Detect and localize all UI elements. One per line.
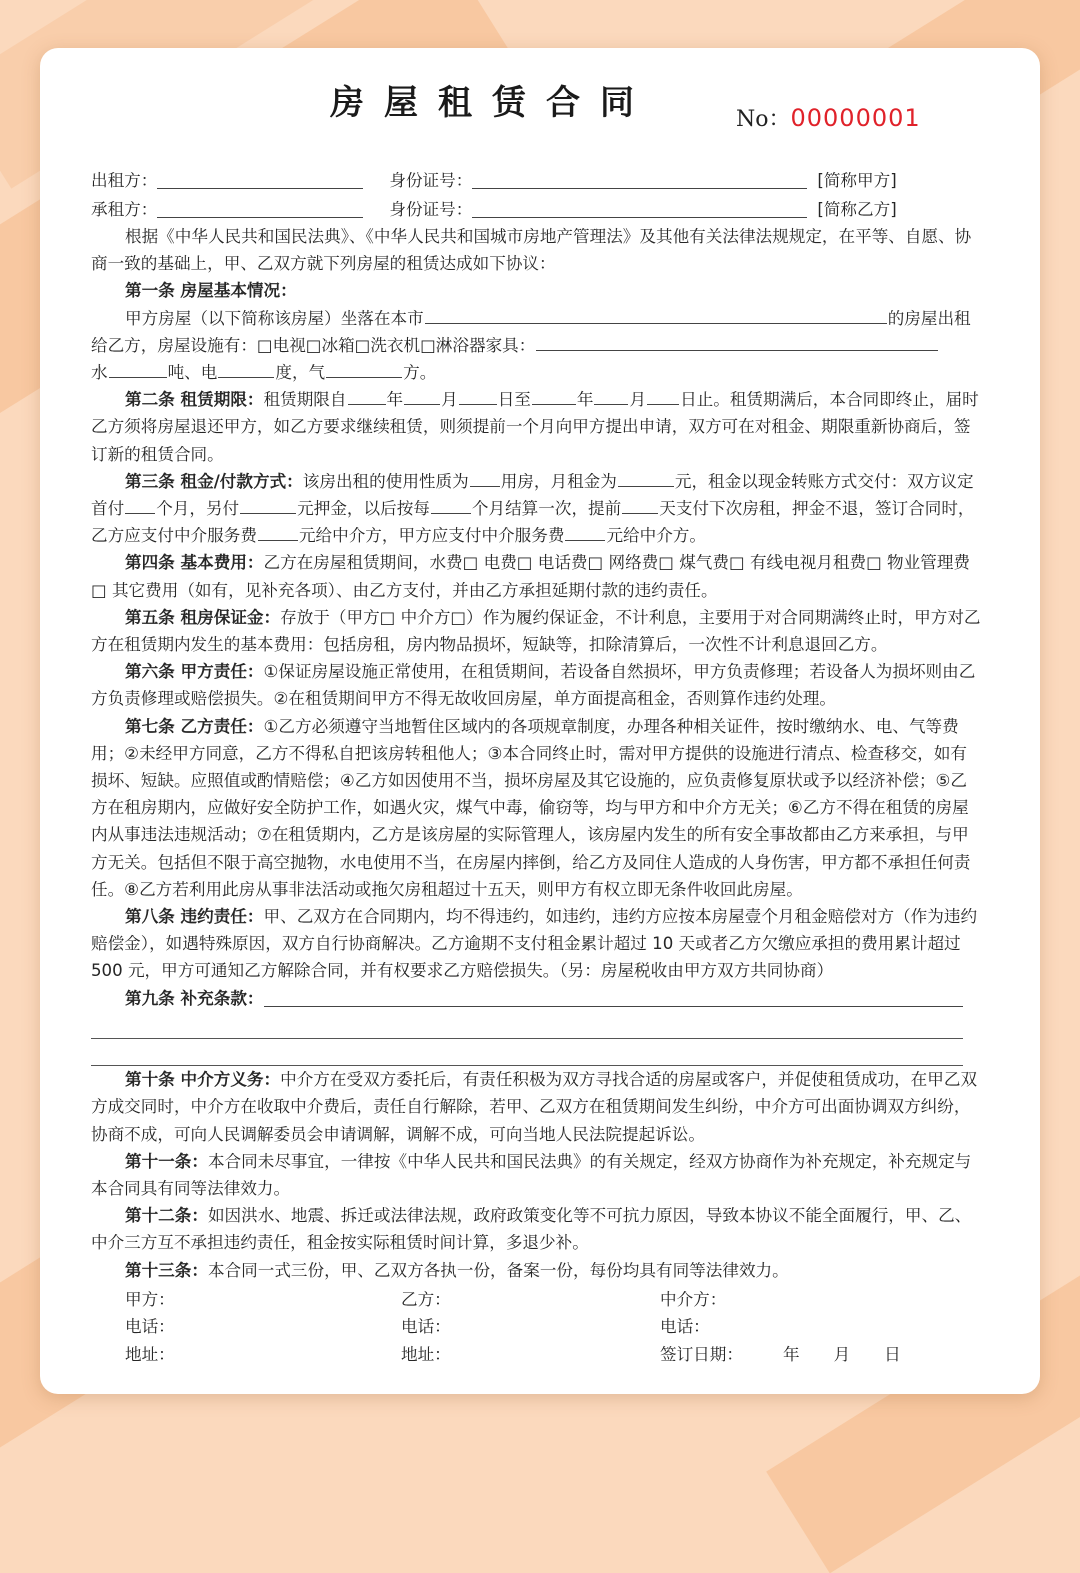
article-3-text: 个月，另付 [156,499,240,519]
party-a-address-label: 地址： [125,1345,175,1365]
article-3-text: 该房出租的使用性质为 [302,471,469,491]
signing-date [660,1341,981,1369]
article-11 [91,1148,981,1202]
article-13-title: 第十三条： [125,1260,208,1280]
article-10-text: 中介方在受双方委托后，有责任积极为双方寻找合适的房屋或客户，并促使租赁成功，在甲乙双方成交同时，中介方在收取中介费后，责任自行解除，若甲、乙双方在租赁期间发生纠纷，中介方可出面协调双方纠纷，协商不成，可向人民调解委员会申请调解，调解不成，可向当地人民法院提起诉讼。 [91,1070,978,1144]
deposit-field[interactable] [240,495,296,514]
signing-year: 年 [782,1345,800,1365]
signing-day: 日 [884,1345,901,1365]
article-3-text: 用房，月租金为 [500,471,617,491]
article-1-heading [91,277,981,304]
contract-body [91,165,981,1369]
article-5-text: 存放于（甲方□ 中介方□）作为履约保证金，不计利息，主要用于对合同期满终止时，甲方对乙方在租赁期内发生的基本费用：包括房租，房内物品损坏，短缺等，扣除清算后，一次性不计利息退回乙方。 [91,607,981,655]
article-2-text: 日至 [497,390,531,410]
article-9 [91,985,981,1012]
article-8-text: 甲、乙双方在合同期内，均不得违约，如违约，违约方应按本房屋壹个月租金赔偿对方（作为违约赔偿金），如遇特殊原因，双方自行协商解决。乙方逾期不支付租金累计超过 10 天或者乙方欠缴应承担的费用累计超过 500 元，甲方可通知乙方解除合同，并有权要求乙方赔偿损失。（另：房屋税收由甲方双方共同协商） [91,907,978,981]
furniture-field[interactable] [536,332,938,351]
agent-label: 中介方： [660,1289,727,1309]
party-a-phone-label: 电话： [125,1317,175,1337]
article-1-text: 的房屋出租给乙方，房屋设施有：□电视□冰箱□洗衣机□淋浴器家具： [91,308,971,355]
property-address-field[interactable] [425,305,887,324]
article-1-text: 吨、电 [167,363,218,383]
lessor-row [91,165,981,194]
signing-date-label: 签订日期： [660,1345,743,1365]
contract-number-value: 00000001 [790,104,921,132]
article-2-text: 年 [386,390,404,410]
article-1-title: 第一条 房屋基本情况： [125,281,297,301]
article-3-text: 元押金，以后按每 [297,499,430,519]
article-10 [91,1066,981,1148]
first-payment-months-field[interactable] [125,495,155,514]
monthly-rent-field[interactable] [618,468,674,487]
water-reading-field[interactable] [109,359,167,378]
article-1-text: 度，气 [275,363,326,383]
article-7-text: ①乙方必须遵守当地暂住区域内的各项规章制度，办理各种相关证件，按时缴纳水、电、气等费用；②未经甲方同意，乙方不得私自把该房转租他人；③本合同终止时，需对甲方提供的设施进行清点、检查移交，如有损坏、短缺。应照值或酌情赔偿；④乙方如因使用不当，损坏房屋及其它设施的，应负责修复原状或予以经济补偿；⑤乙方在租房期内，应做好安全防护工作，如遇火灾，煤气中毒，偷窃等，均与甲方和中介方无关；⑥乙方不得在租赁的房屋内从事违法违规活动；⑦在租赁期内，乙方是该房屋的实际管理人，该房屋内发生的所有安全事故都由乙方来承担，与甲方无关。包括但不限于高空抛物，水电使用不当，在房屋内摔倒，给乙方及同住人造成的人身伤害，甲方都不承担任何责任。⑧乙方若利用此房从事非法活动或拖欠房租超过十五天，则甲方有权立即无条件收回此房屋。 [91,716,971,899]
article-2-text: 日止。租赁期满后，本合同即终止，届时乙方须将房屋退还甲方，如乙方要求继续租赁，则须提前一个月向甲方提出申请，双方可在对租金、期限重新协商后，签订新的租赁合同。 [91,390,979,464]
article-3-title: 第三条 租金/付款方式： [125,471,303,491]
lessor-label: 出租方： [91,170,158,190]
supplementary-terms-line[interactable] [91,1012,963,1039]
article-6-title: 第六条 甲方责任： [125,662,264,682]
article-1-text: 水 [91,363,108,383]
signature-block [91,1286,981,1369]
start-year-field[interactable] [348,386,386,405]
article-1-text: 甲方房屋（以下简称该房屋）坐落在本市 [125,308,424,328]
intro-paragraph: 根据《中华人民共和国民法典》、《中华人民共和国城市房地产管理法》及其他有关法律法规规定，在平等、自愿、协商一致的基础上，甲、乙双方就下列房屋的租赁达成如下协议： [91,227,972,274]
article-1-body [91,305,981,387]
electricity-reading-field[interactable] [218,359,274,378]
end-day-field[interactable] [647,386,679,405]
article-7 [91,713,981,903]
article-11-title: 第十一条： [125,1151,208,1171]
settlement-months-field[interactable] [431,495,471,514]
article-13-text: 本合同一式三份，甲、乙双方各执一份，备案一份，每份均具有同等法律效力。 [207,1260,789,1280]
contract-title: 房屋租赁合同 [330,83,654,123]
article-2-text: 月 [629,390,647,410]
article-2 [91,386,981,468]
article-2-title: 第二条 租赁期限： [125,390,264,410]
party-a-label: 甲方： [125,1289,175,1309]
lessee-agent-fee-field[interactable] [258,522,298,541]
start-day-field[interactable] [459,386,497,405]
article-4 [91,549,981,603]
party-b-address-label: 地址： [401,1345,451,1365]
advance-days-field[interactable] [622,495,658,514]
lessee-alias: [简称乙方] [817,199,897,219]
lessor-alias: [简称甲方] [817,170,897,190]
article-11-text: 本合同未尽事宜，一律按《中华人民共和国民法典》的有关规定，经双方协商作为补充规定，补充规定与本合同具有同等法律效力。 [91,1151,972,1199]
article-12 [91,1202,981,1256]
end-month-field[interactable] [594,386,628,405]
article-9-title: 第九条 补充条款： [125,988,264,1008]
article-3-text: 元，租金以现金转账方式交付：双方议定首付 [91,471,974,519]
article-4-text: 乙方在房屋租赁期间，水费□ 电费□ 电话费□ 网络费□ 煤气费□ 有线电视月租费□ 物业管理费□ 其它费用（如有，见补充各项）、由乙方支付，并由乙方承担延期付款的违约责任。 [91,553,971,600]
end-year-field[interactable] [532,386,576,405]
agent-phone-label: 电话： [660,1317,710,1337]
article-2-text: 月 [441,390,458,410]
signing-month: 月 [833,1345,851,1365]
article-13 [91,1257,981,1284]
party-b-label: 乙方： [401,1289,451,1309]
start-month-field[interactable] [404,386,440,405]
article-12-text: 如因洪水、地震、拆迁或法律法规，政府政策变化等不可抗力原因，导致本协议不能全面履行，甲、乙、中介三方互不承担违约责任，租金按实际租赁时间计算，多退少补。 [91,1206,972,1253]
contract-number-label: No： [736,107,791,132]
article-7-title: 第七条 乙方责任： [125,716,264,736]
article-2-text: 租赁期限自 [263,390,347,410]
article-3-text: 个月结算一次，提前 [471,499,622,519]
article-10-title: 第十条 中介方义务： [125,1070,281,1090]
article-3-text: 元给中介方，甲方应支付中介服务费 [298,526,565,546]
lessor-id-label: 身份证号： [389,170,473,190]
supplementary-terms-line[interactable] [91,1039,963,1066]
party-b-phone-label: 电话： [401,1317,451,1337]
article-3 [91,468,981,550]
article-4-title: 第四条 基本费用： [125,553,264,573]
article-3-text: 天支付下次房租，押金不退，签订合同时，乙方应支付中介服务费 [91,499,975,546]
article-12-title: 第十二条： [125,1206,208,1226]
contract-number [736,102,921,133]
article-5-title: 第五条 租房保证金： [125,607,281,627]
article-1-text: 方。 [403,363,437,383]
lessee-label: 承租方： [91,199,158,219]
article-2-text: 年 [576,390,594,410]
lessor-agent-fee-field[interactable] [565,522,605,541]
lessee-row [91,194,981,223]
article-8 [91,903,981,985]
article-8-title: 第八条 违约责任： [125,907,264,927]
article-6-text: ①保证房屋设施正常使用，在租赁期间，若设备自然损坏，甲方负责修理；若设备人为损坏则由乙方负责修理或赔偿损失。②在租赁期间甲方不得无故收回房屋，单方面提高租金，否则算作违约处理。 [91,662,976,709]
article-3-text: 元给中介方。 [606,526,706,546]
article-6 [91,658,981,712]
lessee-id-label: 身份证号： [389,199,473,219]
article-5 [91,604,981,658]
usage-field[interactable] [470,468,500,487]
gas-reading-field[interactable] [326,359,402,378]
